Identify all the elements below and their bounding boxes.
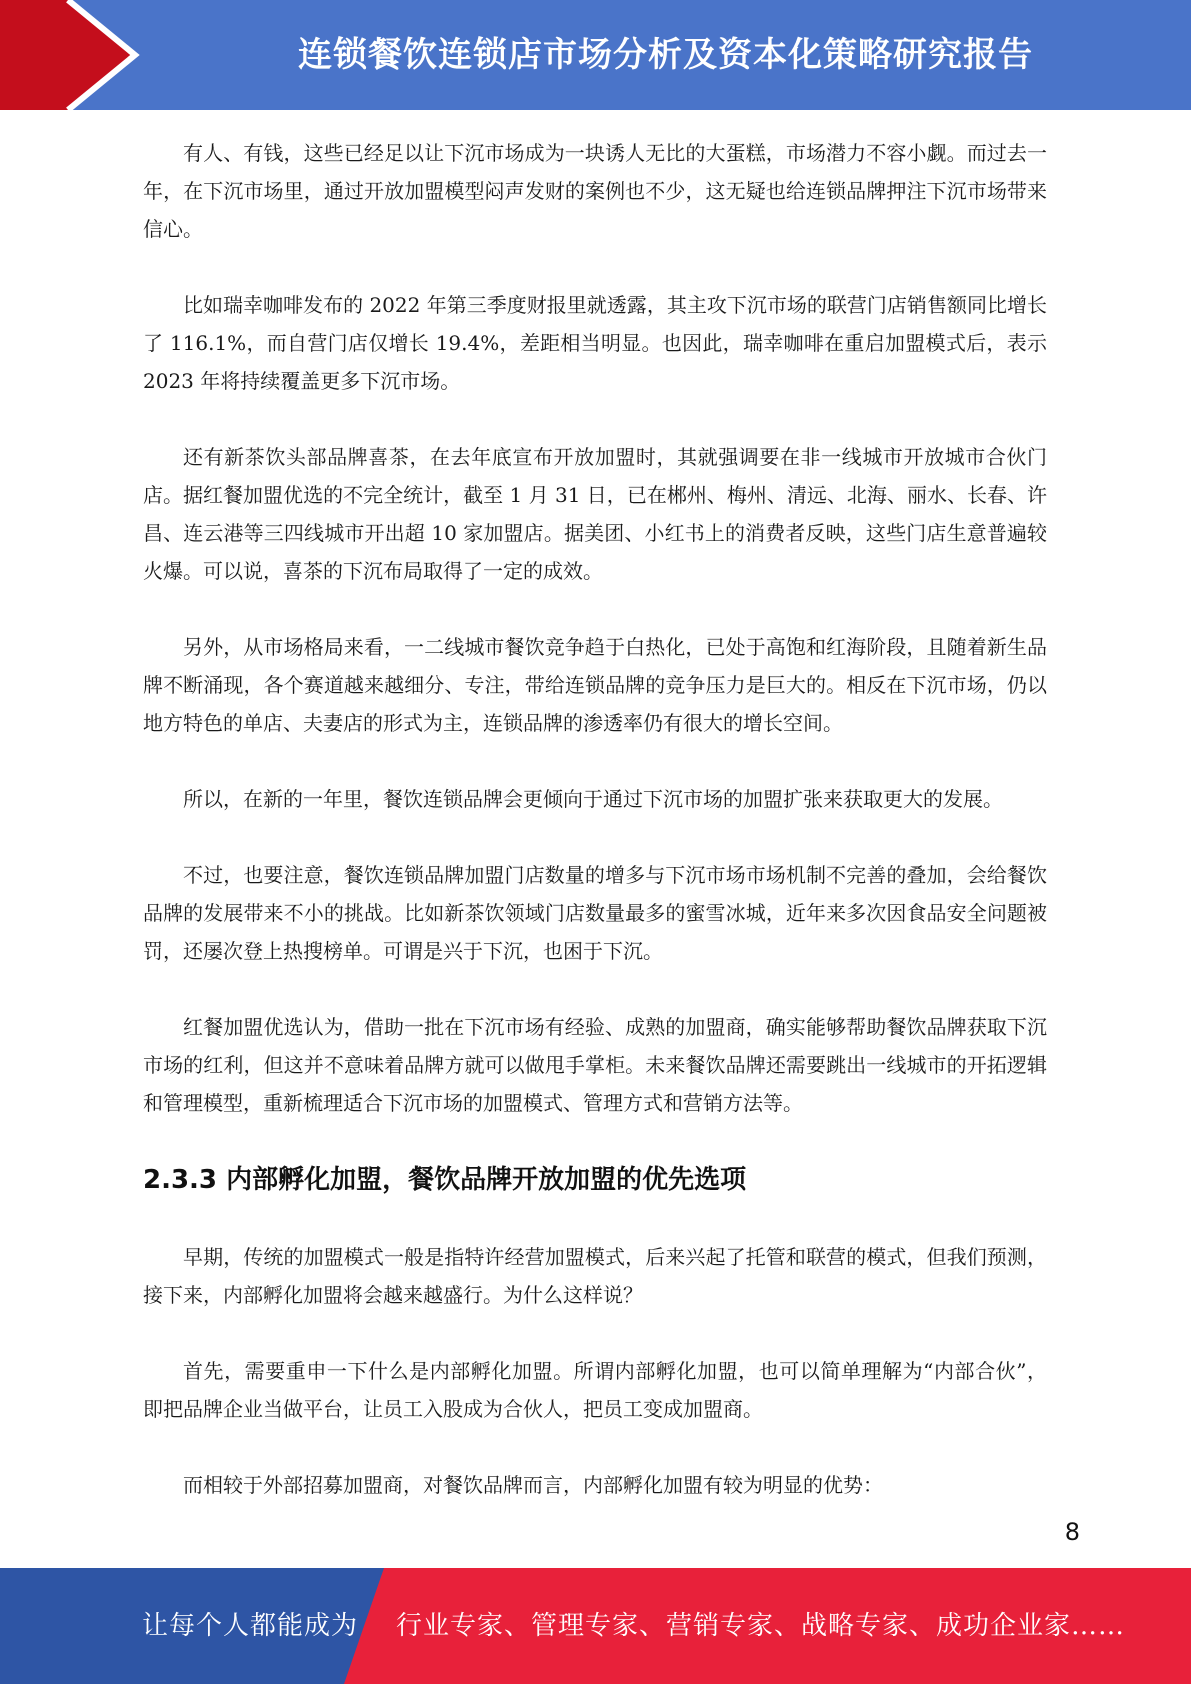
page-footer xyxy=(0,1568,1191,1684)
footer-slogan-right: 行业专家、管理专家、营销专家、战略专家、成功企业家…… xyxy=(396,1611,1126,1641)
report-title: 连锁餐饮连锁店市场分析及资本化策略研究报告 xyxy=(298,35,1033,75)
paragraph: 所以，在新的一年里，餐饮连锁品牌会更倾向于通过下沉市场的加盟扩张来获取更大的发展。 xyxy=(183,787,1003,811)
paragraph: 红餐加盟优选认为，借助一批在下沉市场有经验、成熟的加盟商，确实能够帮助餐饮品牌获取下沉市场的红利，但这并不意味着品牌方就可以做甩手掌柜。未来餐饮品牌还需要跳出一线城市的开拓逻辑和管理模型，重新梳理适合下沉市场的加盟模式、管理方式和营销方法等。 xyxy=(143,1015,1047,1115)
paragraph: 比如瑞幸咖啡发布的 2022 年第三季度财报里就透露，其主攻下沉市场的联营门店销售额同比增长了 116.1%，而自营门店仅增长 19.4%，差距相当明显。也因此，瑞幸咖啡在重启加盟模式后，表示 2023 年将持续覆盖更多下沉市场。 xyxy=(143,293,1047,393)
footer-slogan-left: 让每个人都能成为 xyxy=(142,1611,359,1641)
page-header xyxy=(0,0,1191,110)
paragraph: 另外，从市场格局来看，一二线城市餐饮竞争趋于白热化，已处于高饱和红海阶段，且随着新生品牌不断涌现，各个赛道越来越细分、专注，带给连锁品牌的竞争压力是巨大的。相反在下沉市场，仍以地方特色的单店、夫妻店的形式为主，连锁品牌的渗透率仍有很大的增长空间。 xyxy=(143,635,1047,735)
header-arrow-decoration xyxy=(0,0,160,110)
main-content xyxy=(143,134,1047,1504)
paragraph: 早期，传统的加盟模式一般是指特许经营加盟模式，后来兴起了托管和联营的模式，但我们预测，接下来，内部孵化加盟将会越来越盛行。为什么这样说？ xyxy=(143,1245,1047,1307)
paragraph: 首先，需要重申一下什么是内部孵化加盟。所谓内部孵化加盟，也可以简单理解为“内部合伙”， 即把品牌企业当做平台，让员工入股成为合伙人，把员工变成加盟商。 xyxy=(143,1359,1047,1421)
paragraph: 有人、有钱，这些已经足以让下沉市场成为一块诱人无比的大蛋糕，市场潜力不容小觑。而过去一年，在下沉市场里，通过开放加盟模型闷声发财的案例也不少，这无疑也给连锁品牌押注下沉市场带来信心。 xyxy=(143,141,1047,241)
paragraph: 而相较于外部招募加盟商，对餐饮品牌而言，内部孵化加盟有较为明显的优势： xyxy=(183,1473,883,1497)
paragraph: 还有新茶饮头部品牌喜茶，在去年底宣布开放加盟时，其就强调要在非一线城市开放城市合伙门店。据红餐加盟优选的不完全统计，截至 1 月 31 日，已在郴州、梅州、清远、北海、丽水、长春、许昌、连云港等三四线城市开出超 10 家加盟店。据美团、小红书上的消费者反映，这些门店生意普遍较火爆。可以说，喜茶的下沉布局取得了一定的成效。 xyxy=(143,445,1047,583)
paragraph: 不过，也要注意，餐饮连锁品牌加盟门店数量的增多与下沉市场市场机制不完善的叠加，会给餐饮品牌的发展带来不小的挑战。比如新茶饮领域门店数量最多的蜜雪冰城，近年来多次因食品安全问题被罚，还屡次登上热搜榜单。可谓是兴于下沉，也困于下沉。 xyxy=(143,863,1047,963)
page-number: 8 xyxy=(1064,1518,1080,1546)
section-heading: 2.3.3 内部孵化加盟，餐饮品牌开放加盟的优先选项 xyxy=(143,1165,747,1195)
